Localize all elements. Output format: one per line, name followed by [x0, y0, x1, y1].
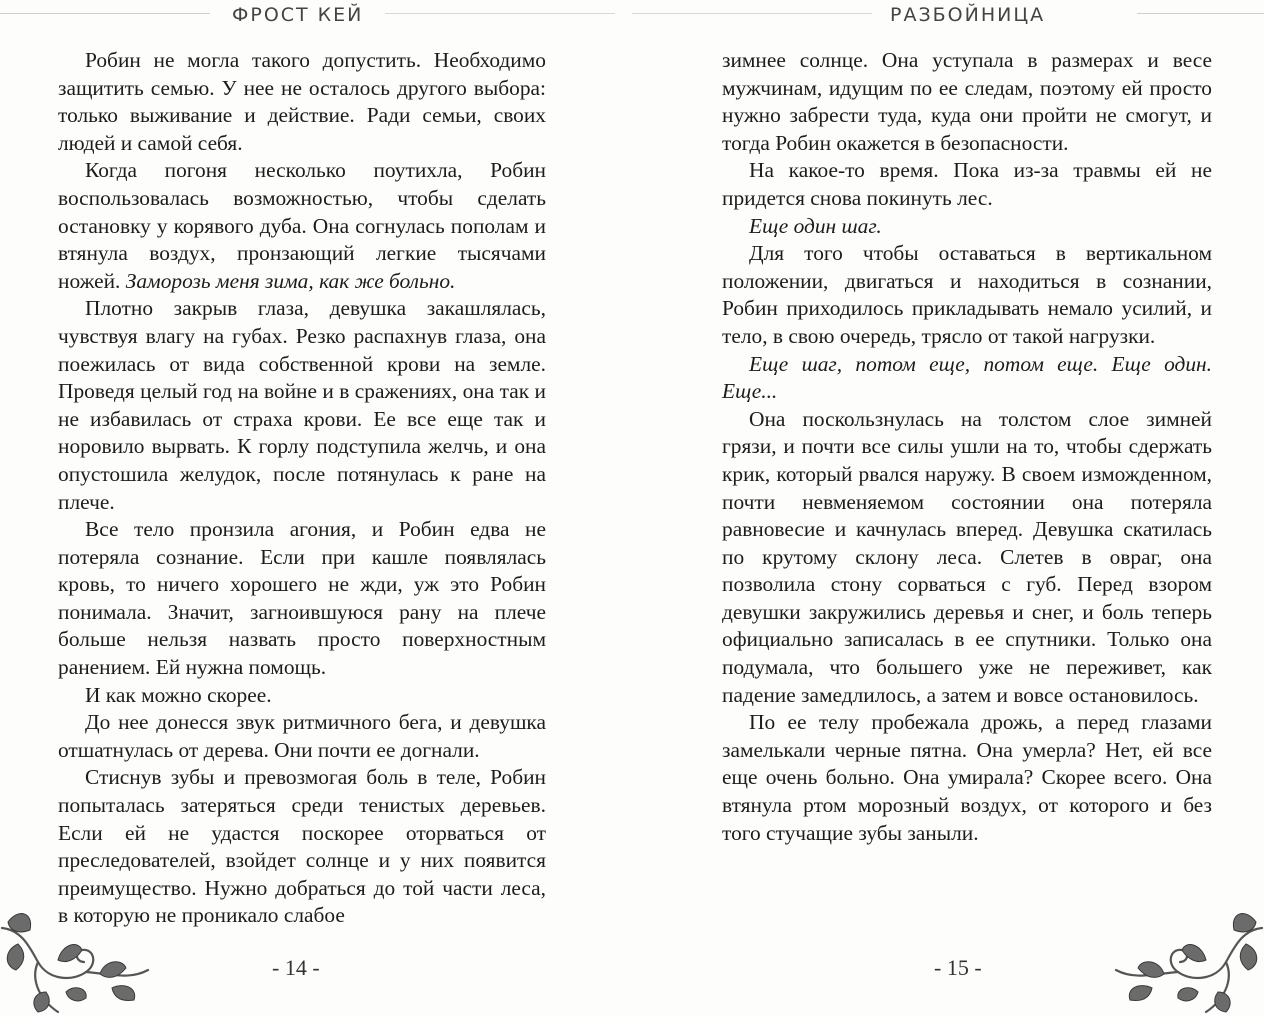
paragraph: Все тело пронзила агония, и Робин едва не потеряла сознание. Если при кашле появлялась кровь, то ничего хорошего не жди, уж это Робин понимала. Значит, загноившуюся рану на плече больше нельзя назвать просто поверхностным ранением. Ей нужна помощь.: [58, 517, 546, 680]
paragraph: И как можно скорее.: [85, 682, 272, 707]
vine-ornament-icon: [1114, 900, 1264, 1016]
header-rule: [0, 13, 210, 14]
paragraph: Робин не могла такого допустить. Необходимо защитить семью. У нее не осталось другого выбора: только выживание и действие. Ради семьи, своих людей и самой себя.: [58, 48, 546, 155]
paragraph: Для того чтобы оставаться в вертикальном положении, двигаться и находиться в сознании, Робин приходилось прикладывать немало усилий, и тело, в свою очередь, трясло от такой нагрузки.: [722, 241, 1212, 348]
running-head-title: РАЗБОЙНИЦА: [890, 4, 1046, 26]
paragraph-text: Когда погоня несколько поутихла, Робин воспользовалась возможностью, чтобы сделать остановку у корявого дуба. Она согнулась пополам и втянула воздух, пронзающий легкие тысячами ножей.: [58, 158, 546, 293]
right-page-text: [722, 47, 1212, 847]
paragraph: зимнее солнце. Она уступала в размерах и весе мужчинам, идущим по ее следам, поэтому ей просто нужно забрести туда, куда они пройти не смогут, и тогда Робин окажется в безопасности.: [722, 48, 1212, 155]
paragraph: Она поскользнулась на толстом слое зимней грязи, и почти все силы ушли на то, чтобы сдержать крик, который рвался наружу. В своем изможденном, почти невменяемом состоянии она потеряла равновесие и качнулась вперед. Девушка скатилась по крутому склону леса. Слетев в овраг, она позволила стону сорваться с губ. Перед взором девушки закружились деревья и снег, и боль теперь официально записалась в ее спутники. Только она подумала, что большего уже не переживет, как падение замедлилось, а затем и вовсе остановилось.: [722, 406, 1212, 707]
italic-thought: Еще шаг, потом еще, потом еще. Еще один. Еще...: [722, 351, 1212, 404]
paragraph: Плотно закрыв глаза, девушка закашлялась, чувствуя влагу на губах. Резко распахнув глаза, она поежилась от вида собственной крови на земле. Проведя целый год на войне и в сражениях, она так и не избавилась от страха крови. Ее все еще так и норовило вырвать. К горлу подступила желчь, и она опустошила желудок, после потянулась к ране на плече.: [58, 296, 546, 514]
paragraph: До нее донесся звук ритмичного бега, и девушка отшатнулась от дерева. Они почти ее догнали.: [58, 710, 546, 762]
italic-paragraph: [722, 213, 1212, 241]
page-number: - 15 -: [934, 955, 982, 980]
header-rule: [1137, 13, 1264, 14]
header-rule: [385, 13, 615, 14]
paragraph: [58, 157, 546, 295]
left-page-text: [58, 47, 546, 930]
paragraph: Стиснув зубы и превозмогая боль в теле, Робин попыталась затеряться среди тенистых деревьев. Если ей не удастся поскорее оторваться от преследователей, взойдет солнце и у них появится преимущество. Нужно добраться до той части леса, в которую не проникало слабое: [58, 765, 546, 928]
paragraph: На какое-то время. Пока из-за травмы ей не придется снова покинуть лес.: [722, 158, 1212, 210]
running-head-author: ФРОСТ КЕЙ: [232, 4, 364, 26]
italic-paragraph: [722, 351, 1212, 406]
header-rule: [632, 13, 872, 14]
vine-ornament-icon: [0, 900, 150, 1016]
right-page: [632, 0, 1264, 1016]
italic-thought: Еще один шаг.: [749, 213, 882, 238]
paragraph: По ее телу пробежала дрожь, а перед глазами замелькали черные пятна. Она умерла? Нет, ей все еще очень больно. Она умирала? Скорее всего. Она втянула ртом морозный воздух, от которого и без того стучащие зубы заныли.: [722, 710, 1212, 845]
page-number: - 14 -: [272, 955, 320, 980]
italic-thought: Заморозь меня зима, как же больно.: [125, 268, 456, 293]
